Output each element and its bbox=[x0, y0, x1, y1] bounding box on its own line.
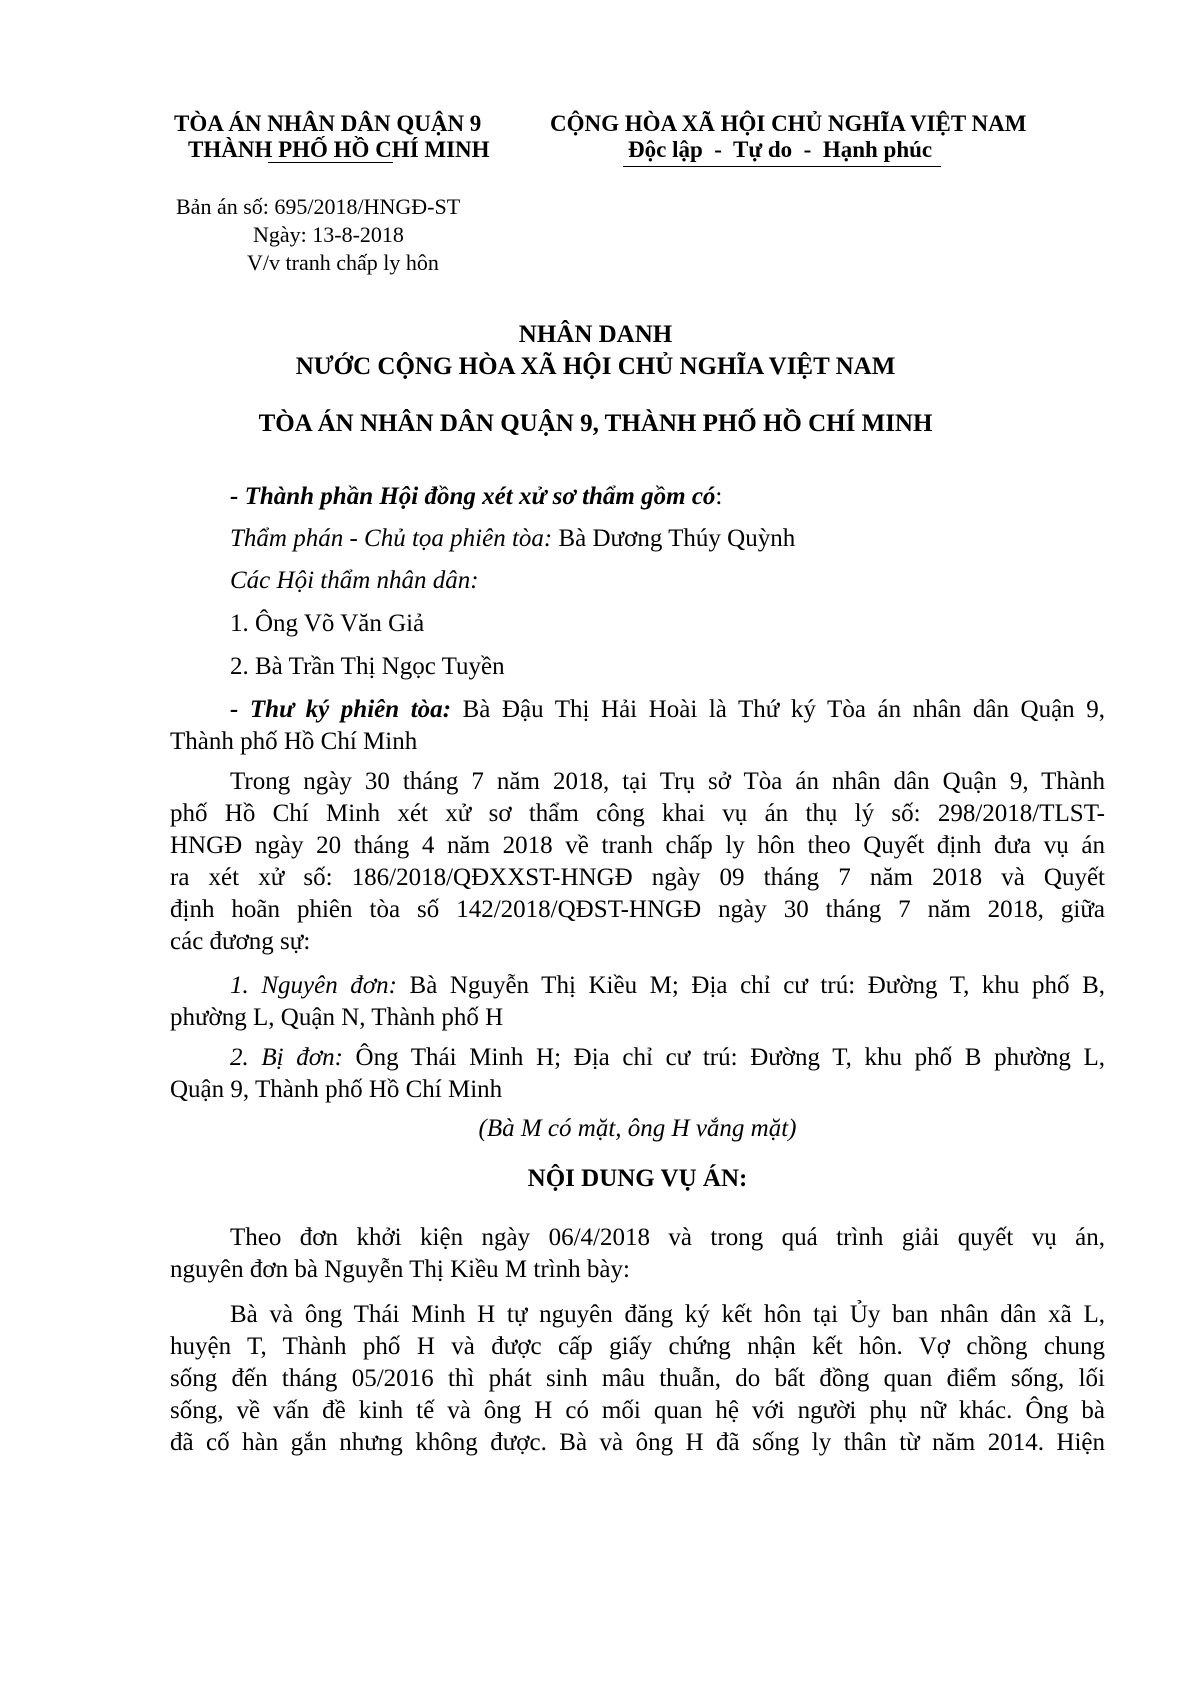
defendant-paragraph bbox=[170, 1042, 1105, 1106]
assessors-line: Các Hội thẩm nhân dân: bbox=[230, 567, 479, 594]
content-p2-line-1: Bà và ông Thái Minh H tự nguyên đăng ký kết hôn tại Ủy ban nhân dân xã L, bbox=[230, 1301, 1105, 1328]
content-heading: NỘI DUNG VỤ ÁN: bbox=[527, 1165, 748, 1192]
court-name-line1: TÒA ÁN NHÂN DÂN QUẬN 9 bbox=[174, 111, 482, 136]
title-court: TÒA ÁN NHÂN DÂN QUẬN 9, THÀNH PHỐ HỒ CHÍ MINH bbox=[258, 410, 933, 437]
hearing-line-1: Trong ngày 30 tháng 7 năm 2018, tại Trụ sở Tòa án nhân dân Quận 9, Thành bbox=[230, 768, 1105, 795]
motto-underline bbox=[623, 166, 941, 167]
clerk-label: - Thư ký phiên tòa bbox=[230, 696, 443, 723]
court-name-line2: THÀNH PHỐ HỒ CHÍ MINH bbox=[188, 137, 490, 162]
judge-label: Thẩm phán - Chủ tọa phiên tòa bbox=[230, 525, 544, 552]
panel-heading-text: - Thành phần Hội đồng xét xử sơ thẩm gồm có bbox=[230, 483, 716, 510]
plaintiff-paragraph bbox=[170, 970, 1105, 1034]
case-date: Ngày: 13-8-2018 bbox=[253, 222, 404, 247]
clerk-line-1: - Thư ký phiên tòa: Bà Đậu Thị Hải Hoài là Thứ ký Tòa án nhân dân Quận 9, bbox=[230, 696, 1105, 723]
defendant-text: Ông Thái Minh H; Địa chỉ cư trú: Đường T, khu phố B phường L, bbox=[355, 1044, 1105, 1071]
clerk-text: Bà Đậu Thị Hải Hoài là Thứ ký Tòa án nhân dân Quận 9, bbox=[462, 696, 1105, 723]
plaintiff-label: 1. Nguyên đơn: bbox=[230, 972, 397, 999]
hearing-paragraph bbox=[170, 766, 1105, 958]
clerk-paragraph bbox=[170, 694, 1105, 758]
title-nation: NƯỚC CỘNG HÒA XÃ HỘI CHỦ NGHĨA VIỆT NAM bbox=[295, 353, 896, 380]
assessors-label: Các Hội thẩm nhân dân bbox=[230, 567, 471, 594]
content-p1-line-2: nguyên đơn bà Nguyễn Thị Kiều M trình bày: bbox=[170, 1256, 630, 1283]
content-p2-line-2: huyện T, Thành phố H và được cấp giấy chứng nhận kết hôn. Vợ chồng chung bbox=[170, 1333, 1105, 1360]
content-p2-line-4: sống, về vấn đề kinh tế và ông H có mối quan hệ với người phụ nữ khác. Ông bà bbox=[170, 1397, 1105, 1424]
panel-heading: - Thành phần Hội đồng xét xử sơ thẩm gồm có: bbox=[230, 483, 723, 510]
defendant-line-1 bbox=[170, 1042, 1105, 1074]
hearing-line-4: ra xét xử số: 186/2018/QĐXXST-HNGĐ ngày 09 tháng 7 năm 2018 và Quyết bbox=[170, 864, 1105, 891]
court-underline bbox=[268, 162, 393, 163]
clerk-line-2: Thành phố Hồ Chí Minh bbox=[170, 728, 418, 755]
defendant-line-2: Quận 9, Thành phố Hồ Chí Minh bbox=[170, 1076, 503, 1103]
content-p2-line-5: đã cố hàn gắn nhưng không được. Bà và ông H đã sống ly thân từ năm 2014. Hiện bbox=[170, 1429, 1105, 1456]
hearing-line-6: các đương sự: bbox=[170, 928, 311, 955]
hearing-line-5: định hoãn phiên tòa số 142/2018/QĐST-HNGĐ ngày 30 tháng 7 năm 2018, giữa bbox=[170, 896, 1105, 923]
case-subject: V/v tranh chấp ly hôn bbox=[247, 250, 439, 275]
hearing-line-3: HNGĐ ngày 20 tháng 4 năm 2018 về tranh chấp ly hôn theo Quyết định đưa vụ án bbox=[170, 832, 1105, 859]
attendance-note: (Bà M có mặt, ông H vắng mặt) bbox=[478, 1115, 797, 1142]
content-p2-line-3: sống đến tháng 05/2016 thì phát sinh mâu thuẫn, do bất đồng quan điểm sống, lối bbox=[170, 1365, 1105, 1392]
judge-name: Bà Dương Thúy Quỳnh bbox=[558, 525, 796, 552]
assessor-2: 2. Bà Trần Thị Ngọc Tuyền bbox=[230, 653, 505, 680]
assessor-1: 1. Ông Võ Văn Giả bbox=[230, 610, 425, 637]
plaintiff-line-1 bbox=[170, 970, 1105, 1002]
plaintiff-line-2: phường L, Quận N, Thành phố H bbox=[170, 1004, 504, 1031]
case-number: Bản án số: 695/2018/HNGĐ-ST bbox=[176, 194, 461, 219]
hearing-line-2: phố Hồ Chí Minh xét xử sơ thẩm công khai vụ án thụ lý số: 298/2018/TLST- bbox=[170, 800, 1105, 827]
defendant-label: 2. Bị đơn: bbox=[230, 1044, 343, 1071]
title-nhan-danh: NHÂN DANH bbox=[518, 321, 673, 348]
nation-title: CỘNG HÒA XÃ HỘI CHỦ NGHĨA VIỆT NAM bbox=[550, 111, 1027, 136]
content-paragraph-2 bbox=[170, 1299, 1105, 1459]
content-p1-line-1: Theo đơn khởi kiện ngày 06/4/2018 và trong quá trình giải quyết vụ án, bbox=[230, 1224, 1105, 1251]
plaintiff-text: Bà Nguyễn Thị Kiều M; Địa chỉ cư trú: Đường T, khu phố B, bbox=[409, 972, 1106, 999]
content-paragraph-1 bbox=[170, 1222, 1105, 1286]
motto: Độc lập - Tự do - Hạnh phúc bbox=[628, 137, 933, 162]
judge-line: Thẩm phán - Chủ tọa phiên tòa: Bà Dương Thúy Quỳnh bbox=[230, 525, 796, 552]
